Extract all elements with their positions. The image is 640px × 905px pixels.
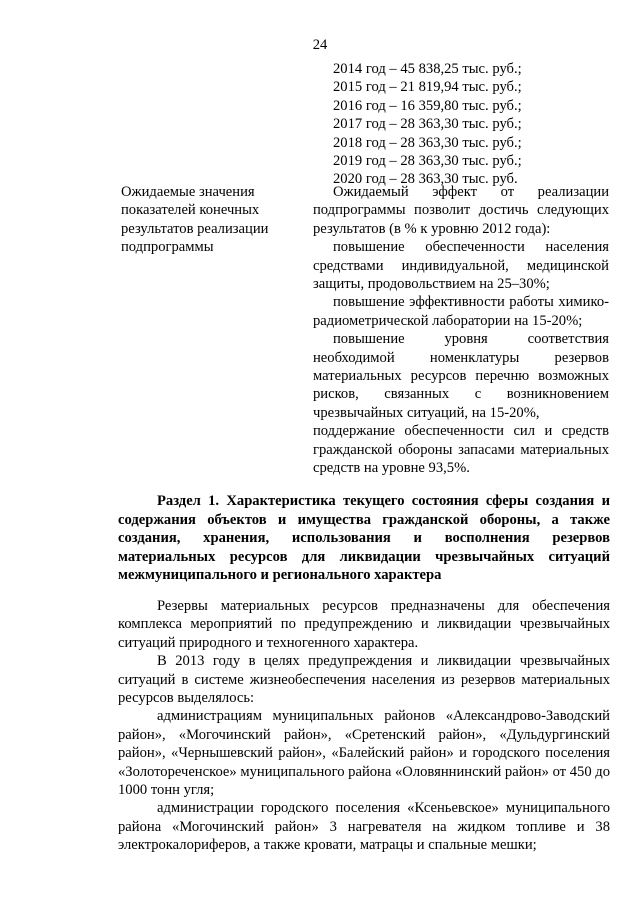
body-text xyxy=(118,597,610,855)
funding-by-year-list xyxy=(333,60,613,189)
indicator-label: Ожидаемые значения показателей конечных результатов реализации подпрограммы xyxy=(121,184,269,256)
expected-result-item: поддержание обеспеченности сил и средств гражданской обороны запасами материальных средств на уровне 93,5%. xyxy=(313,423,609,477)
expected-result-item: повышение обеспеченности населения средствами индивидуальной, медицинской защиты, продовольствием на 25–30%; xyxy=(313,239,609,293)
expected-results-intro: Ожидаемый эффект от реализации подпрограммы позволит достичь следующих результатов (в % к уровню 2012 года): xyxy=(313,184,609,237)
funding-line: 2020 год – 28 363,30 тыс. руб. xyxy=(333,171,518,188)
funding-line: 2016 год – 16 359,80 тыс. руб.; xyxy=(333,97,522,114)
paragraph: Резервы материальных ресурсов предназначены для обеспечения комплекса мероприятий по предупреждению и ликвидации чрезвычайных ситуаций природного и техногенного характера. xyxy=(118,598,610,651)
expected-result-item: повышение эффективности работы химико-радиометрической лаборатории на 15-20%; xyxy=(313,294,609,329)
paragraph: администрации городского поселения «Ксеньевское» муниципального района «Могочинский район» 3 нагревателя на жидком топливе и 38 электрокалориферов, а также кровати, матрацы и спальные мешки; xyxy=(118,800,610,854)
funding-line: 2015 год – 21 819,94 тыс. руб.; xyxy=(333,79,522,96)
section-heading: Раздел 1. Характеристика текущего состояния сферы создания и содержания объектов и имущества гражданской обороны, а также создания, хранения, использования и восполнения резервов материальных ресурсов для ликвидации чрезвычайных ситуаций межмуниципального и регионального характера xyxy=(118,493,610,584)
expected-result-item: повышение уровня соответствия необходимой номенклатуры резервов материальных ресурсов перечню возможных рисков, связанных с возникновением чрезвычайных ситуаций, на 15-20%, xyxy=(313,331,609,421)
paragraph: В 2013 году в целях предупреждения и ликвидации чрезвычайных ситуаций в системе жизнеобеспечения населения из резервов материальных ресурсов выделялось: xyxy=(118,653,610,707)
paragraph: администрациям муниципальных районов «Александрово-Заводский район», «Могочинский район», «Сретенский район», «Дульдургинский район», «Чернышевский район», «Балейский район» и городского поселения «Золотореченское» муниципального района «Оловяннинский район» от 450 до 1000 тонн угля; xyxy=(118,708,610,799)
funding-line: 2017 год – 28 363,30 тыс. руб.; xyxy=(333,116,522,133)
expected-results xyxy=(313,183,609,478)
page-number: 24 xyxy=(312,37,328,53)
funding-line: 2014 год – 45 838,25 тыс. руб.; xyxy=(333,61,522,77)
funding-line: 2019 год – 28 363,30 тыс. руб.; xyxy=(333,153,522,170)
funding-line: 2018 год – 28 363,30 тыс. руб.; xyxy=(333,134,522,151)
